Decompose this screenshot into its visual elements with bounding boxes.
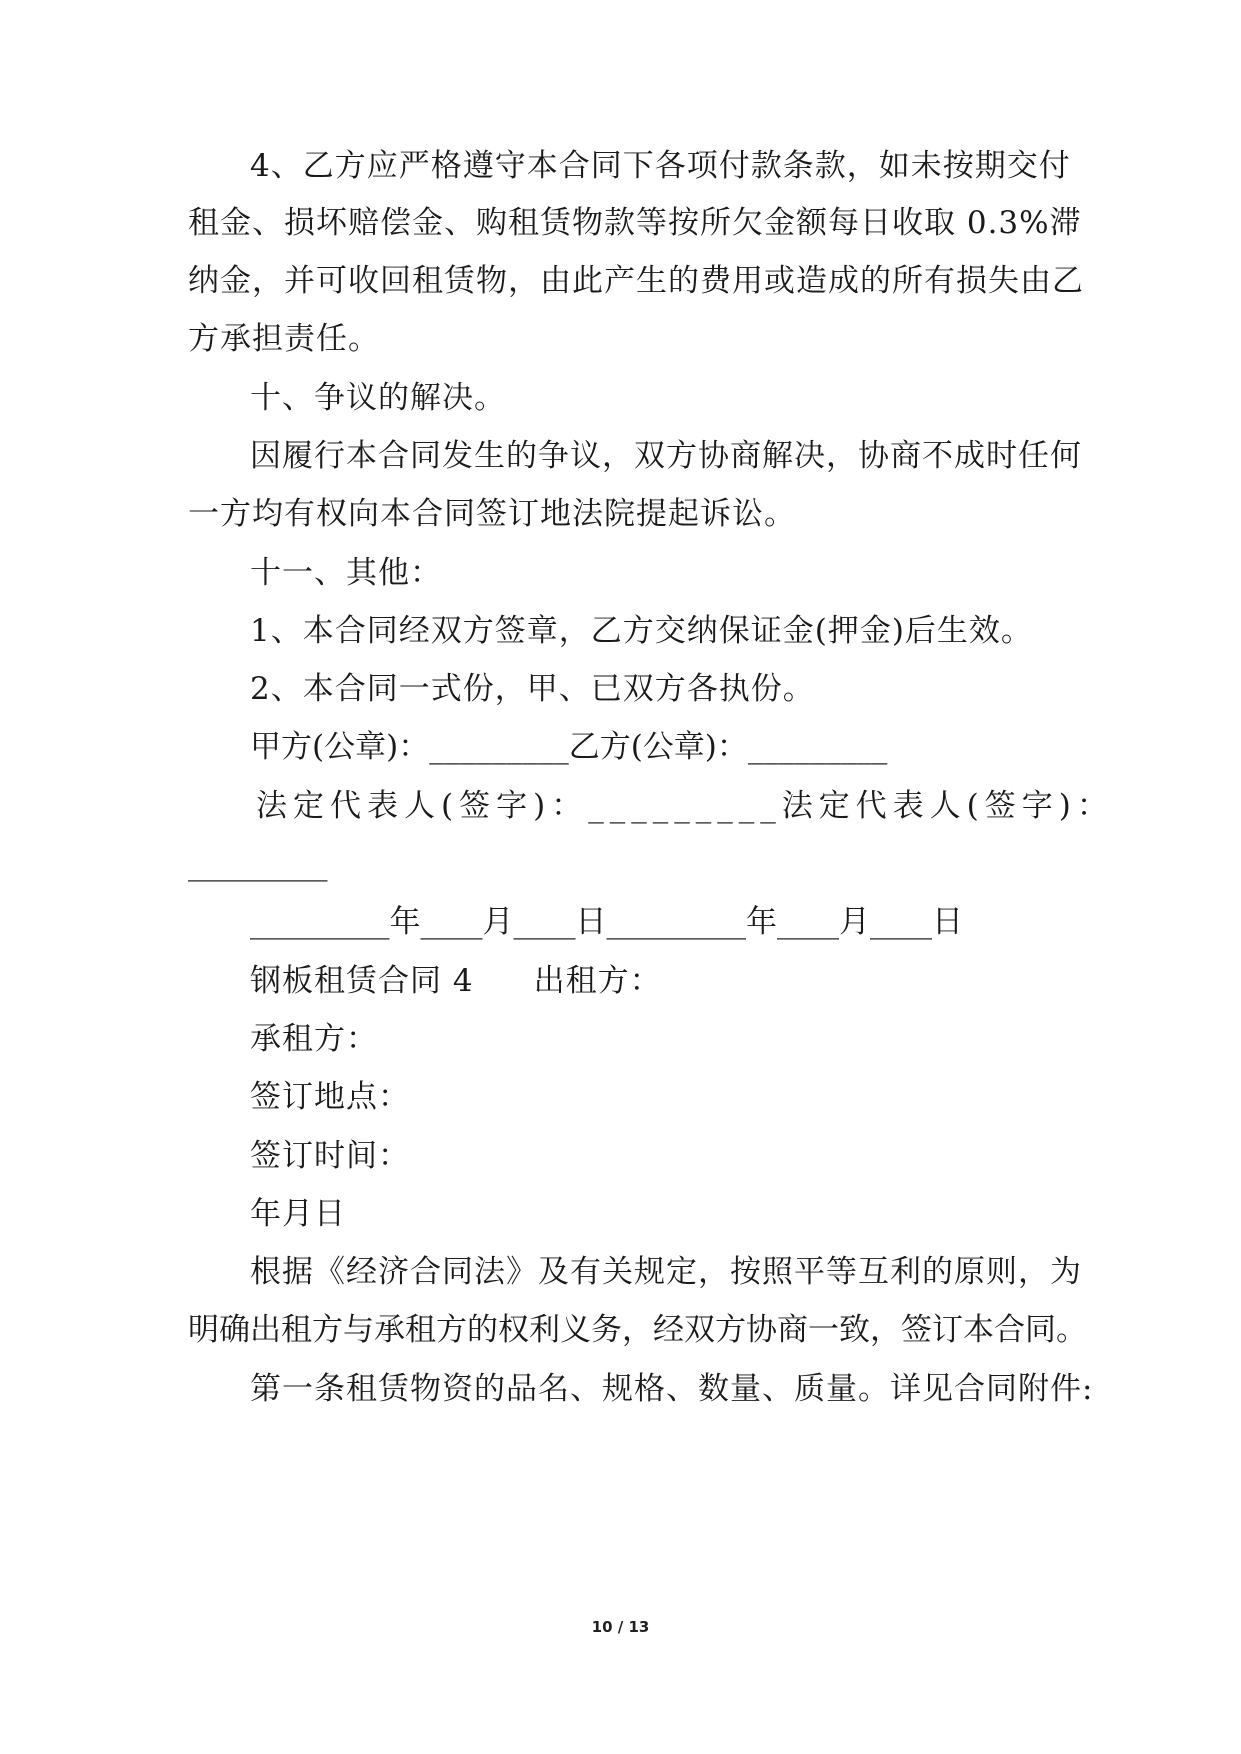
paragraph-line: 4、乙方应严格遵守本合同下各项付款条款，如未按期交付	[250, 148, 1071, 184]
paragraph-line: 明确出租方与承租方的权利义务，经双方协商一致，签订本合同。	[188, 1312, 1087, 1348]
paragraph-line: 纳金，并可收回租赁物，由此产生的费用或造成的所有损失由乙	[188, 263, 1084, 299]
paragraph-line: 根据《经济合同法》及有关规定，按照平等互利的原则，为	[250, 1254, 1082, 1290]
section-heading: 十、争议的解决。	[250, 380, 506, 416]
signature-line: 法定代表人(签字)：_________法定代表人(签字)：	[256, 788, 1114, 824]
paragraph-line: 2、本合同一式份，甲、已双方各执份。	[250, 671, 815, 707]
date-placeholder: 年月日	[250, 1196, 346, 1232]
date-line: _________年____月____日_________年____月____日	[250, 904, 963, 940]
signing-place-label: 签订地点：	[250, 1079, 410, 1115]
paragraph-line: 1、本合同经双方签章，乙方交纳保证金(押金)后生效。	[250, 613, 1033, 649]
section-heading: 十一、其他：	[250, 555, 442, 591]
contract-title: 钢板租赁合同 4	[250, 963, 474, 999]
lessee-label: 承租方：	[250, 1021, 378, 1057]
contract-title-line	[250, 961, 1120, 1001]
paragraph-line: 第一条租赁物资的品名、规格、数量、质量。详见合同附件:	[250, 1371, 1094, 1407]
signing-time-label: 签订时间：	[250, 1138, 410, 1174]
paragraph-line: 租金、损坏赔偿金、购租赁物款等按所欠金额每日收取 0.3%滞	[188, 205, 1082, 241]
paragraph-line: 一方均有权向本合同签订地法院提起诉讼。	[188, 496, 796, 532]
lessor-label: 出租方：	[533, 963, 662, 999]
paragraph-line: 因履行本合同发生的争议，双方协商解决，协商不成时任何	[250, 438, 1082, 474]
signature-blank: _________	[188, 846, 328, 882]
paragraph-line: 方承担责任。	[188, 321, 380, 357]
page-number: 10 / 13	[591, 1618, 650, 1636]
signature-line: 甲方(公章)：_________乙方(公章)：_________	[250, 729, 888, 765]
